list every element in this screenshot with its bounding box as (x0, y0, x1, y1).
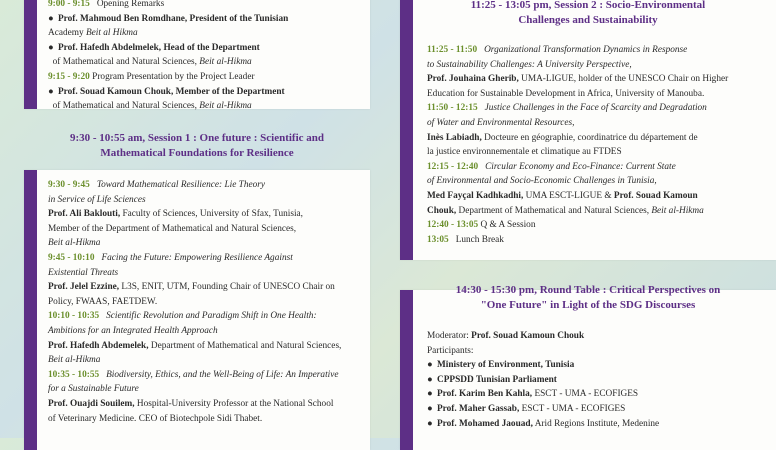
institution: Beit al-Hikma (651, 205, 704, 216)
talk-title: Facing the Future: Empowering Resilience Against (101, 252, 293, 263)
speaker-affiliation: Policy, FWAAS, FAETDEW. (48, 296, 158, 307)
speaker-name: Prof. Souad Kamoun Chouk (471, 331, 585, 341)
talk-title: in Service of Life Sciences (48, 194, 146, 205)
speaker-name: Prof. Souad Kamoun (613, 190, 698, 201)
speaker-affiliation: ESCT - UMA - ECOFIGES (532, 389, 639, 400)
speaker-name: Prof. Ali Baklouti, (48, 209, 121, 220)
talk-title: Justice Challenges in the Face of Scarcity and Degradation (484, 103, 707, 114)
time-slot: 9:00 - 9:15 (48, 0, 90, 9)
session-1-title (24, 131, 370, 161)
time-slot: 9:30 - 9:45 (48, 180, 90, 190)
bullet-icon: ● (427, 360, 433, 371)
speaker-affiliation: la justice environnementale et climatique au FTDES (427, 147, 622, 158)
time-slot: 10:10 - 10:35 (48, 311, 100, 322)
roundtable-card (400, 290, 776, 450)
time-slot: 13:05 (427, 234, 449, 245)
speaker-affiliation: Docteure en géographie, coordinatrice du département de (481, 132, 698, 143)
speaker-affiliation: UMA-LIGUE, holder of the UNESCO Chair on Higher (518, 74, 729, 85)
speaker-affiliation: of Veterinary Medicine. CEO of Biotechpole Sidi Thabet. (48, 413, 263, 424)
session-title-line: Mathematical Foundations for Resilience (100, 147, 294, 159)
bullet-icon: ● (48, 42, 54, 53)
session-title-line: 9:30 - 10:55 am, Session 1 : One future : Scientific and (69, 132, 324, 144)
roundtable-title (400, 283, 776, 313)
talk-title: Biodiversity, Ethics, and the Well-Being of Life: An Imperative (106, 369, 339, 380)
speaker-name: Chouk, (427, 205, 457, 216)
participants-label: Participants: (427, 345, 474, 356)
talk-title: Ambitions for an Integrated Health Approach (48, 325, 218, 336)
agenda-item: Program Presentation by the Project Leader (92, 71, 255, 82)
session-title-line: 11:25 - 13:05 pm, Session 2 : Socio-Environmental (470, 0, 706, 11)
talk-title: Scientific Revolution and Paradigm Shift in One Health: (106, 311, 317, 322)
bullet-icon: ● (427, 389, 433, 400)
session-2-title (400, 0, 776, 28)
opening-card (24, 0, 370, 112)
session-title-line: 14:30 - 15:30 pm, Round Table : Critical Perspectives on (455, 284, 721, 296)
institution: Beit al-Hikma (48, 355, 101, 366)
talk-title: for a Sustainable Future (48, 384, 139, 395)
card-accent-bar (400, 290, 413, 450)
talk-title: Organizational Transformation Dynamics in Response (484, 45, 688, 55)
time-slot: 10:35 - 10:55 (48, 369, 100, 380)
time-slot: 11:50 - 12:15 (427, 103, 478, 114)
time-slot: 9:15 - 9:20 (48, 71, 90, 82)
session-2-card (400, 0, 776, 260)
bullet-icon: ● (48, 13, 54, 24)
speaker-affiliation: of Mathematical and Natural Sciences, (52, 101, 200, 112)
card-accent-bar (400, 0, 413, 260)
speaker-name: Prof. Ouajdi Souilem, (48, 398, 135, 409)
card-accent-bar (24, 170, 37, 450)
speaker-name: Inès Labiadh, (427, 132, 482, 143)
card-accent-bar (24, 0, 37, 109)
institution: Beit al Hikma (85, 28, 138, 39)
speaker-affiliation: Hospital-University Professor at the National School (134, 398, 334, 409)
speaker-name: Med Fayçal Kadhkadhi, (427, 190, 524, 201)
participant: CPPSDD Tunisian Parliament (437, 374, 557, 385)
speaker-name: Prof. Mahmoud Ben Romdhane, President of the Tunisian (58, 13, 289, 24)
agenda-item: Q & A Session (480, 220, 536, 231)
speaker-affiliation: Department of Mathematical and Natural Sciences, (148, 340, 342, 351)
talk-title: to Sustainability Challenges: A University Perspective, (427, 59, 632, 70)
speaker-name: Prof. Jelel Ezzine, (48, 282, 120, 293)
talk-title: Existential Threats (48, 267, 119, 278)
session-title-line: "One Future" in Light of the SDG Discourses (480, 299, 696, 311)
speaker-name: Prof. Souad Kamoun Chouk, Member of the Department (58, 86, 285, 97)
participant: Prof. Mohamed Jaouad, (437, 418, 533, 429)
speaker-affiliation: L3S, ENIT, UTM, Founding Chair of UNESCO Chair on (119, 282, 335, 293)
time-slot: 12:40 - 13:05 (427, 220, 479, 231)
speaker-name: Prof. Hafedh Abdelmelek, Head of the Department (58, 42, 260, 53)
participant: Prof. Karim Ben Kahla, (437, 389, 533, 400)
moderator-label: Moderator: (427, 331, 472, 341)
speaker-name: Prof. Hafedh Abdemelek, (48, 340, 149, 351)
speaker-affiliation: ESCT - UMA - ECOFIGES (519, 403, 626, 414)
time-slot: 11:25 - 11:50 (427, 45, 478, 55)
agenda-item: Lunch Break (455, 234, 504, 245)
talk-title: Toward Mathematical Resilience: Lie Theory (96, 180, 265, 190)
speaker-affiliation: Faculty of Sciences, University of Sfax, Tunisia, (120, 209, 303, 220)
session-1-card (24, 170, 370, 450)
participant: Ministery of Environment, Tunisia (437, 360, 575, 371)
speaker-affiliation: Education for Sustainable Development in Africa, University of Manouba. (427, 88, 705, 99)
speaker-affiliation: Department of Mathematical and Natural Sciences, (456, 205, 652, 216)
speaker-affiliation: Academy (48, 28, 86, 39)
institution: Beit al-Hikma (48, 238, 101, 249)
speaker-name: Prof. Jouhaina Gherib, (427, 74, 519, 85)
time-slot: 12:15 - 12:40 (427, 161, 479, 172)
talk-title: of Water and Environmental Resources, (427, 117, 575, 128)
bullet-icon: ● (427, 403, 433, 414)
participant: Prof. Maher Gassab, (437, 403, 520, 414)
bullet-icon: ● (48, 86, 54, 97)
talk-title: Circular Economy and Eco-Finance: Current State (485, 161, 676, 172)
speaker-affiliation: of Mathematical and Natural Sciences, (52, 57, 200, 68)
speaker-affiliation: UMA ESCT-LIGUE & (523, 190, 614, 201)
institution: Beit al-Hikma (199, 101, 252, 112)
bullet-icon: ● (427, 374, 433, 385)
speaker-affiliation: Arid Regions Institute, Medenine (532, 418, 660, 429)
institution: Beit al-Hikma (199, 57, 252, 68)
session-title-line: Challenges and Sustainability (518, 14, 658, 26)
bullet-icon: ● (427, 418, 433, 429)
agenda-item: Opening Remarks (96, 0, 165, 9)
speaker-affiliation: Member of the Department of Mathematical and Natural Sciences, (48, 223, 297, 234)
time-slot: 9:45 - 10:10 (48, 252, 95, 263)
talk-title: of Environmental and Socio-Economic Challenges in Tunisia, (427, 176, 657, 187)
